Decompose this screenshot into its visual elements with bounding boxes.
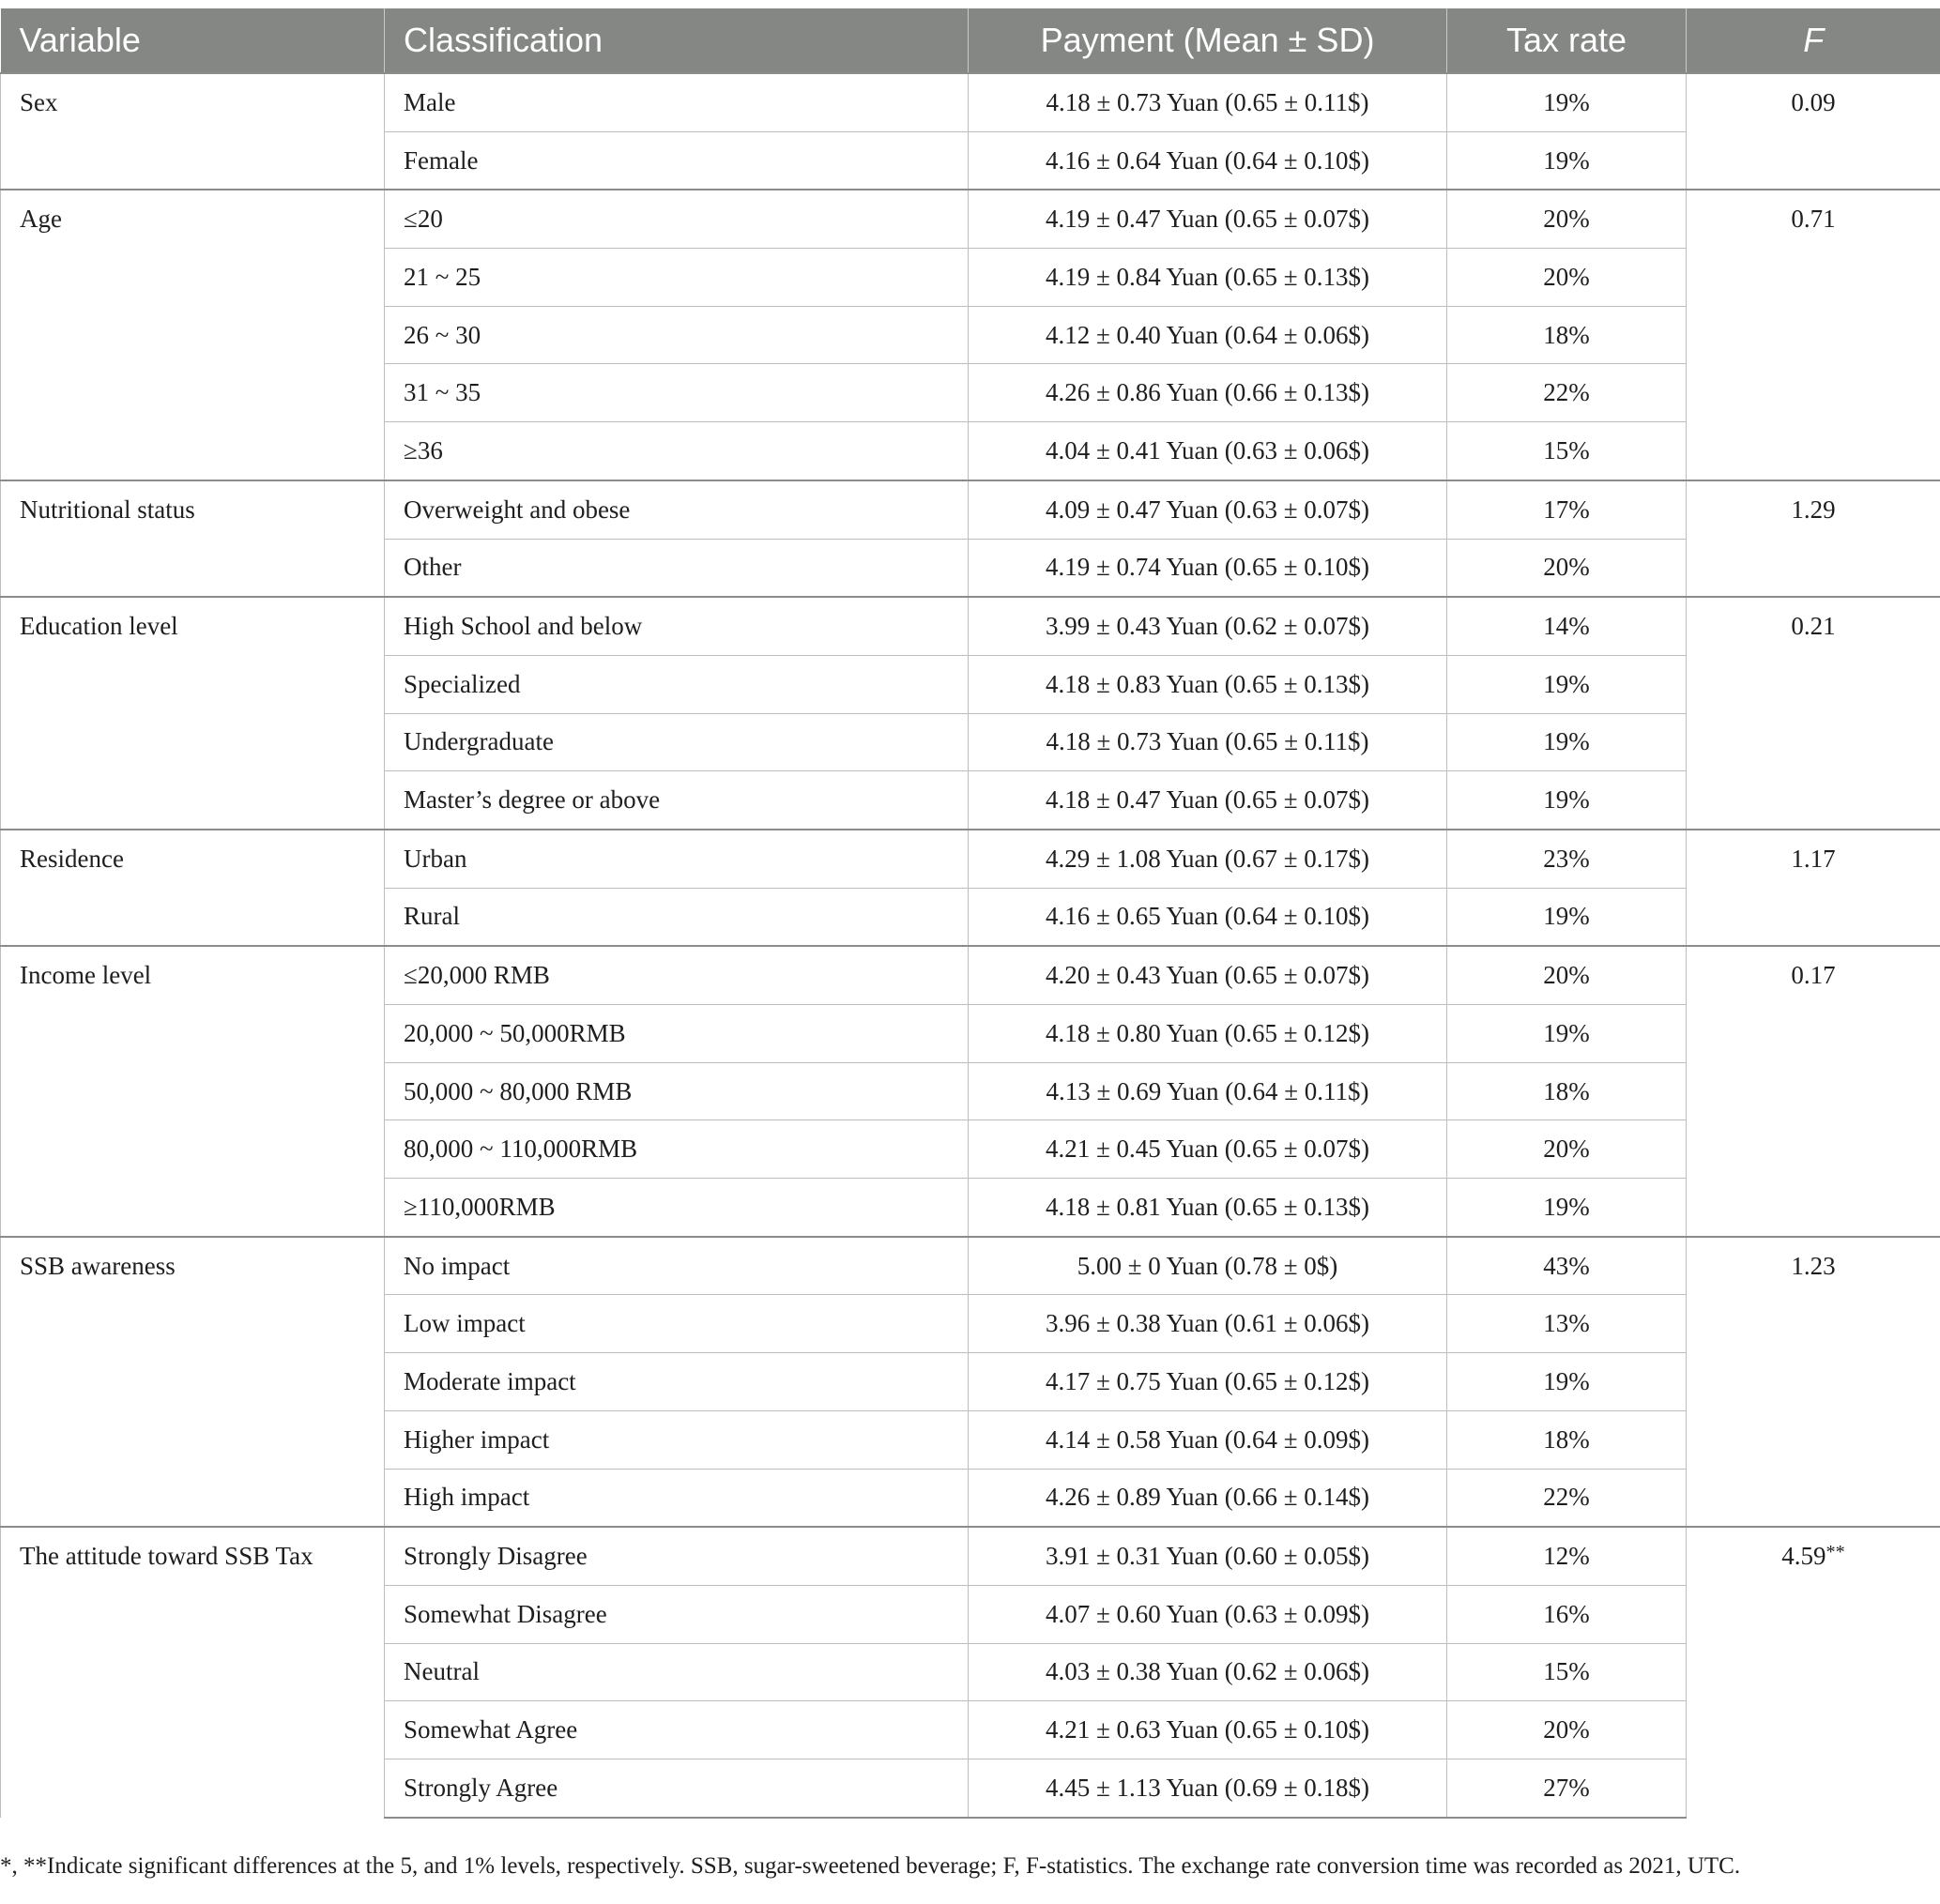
classification-cell: 80,000 ~ 110,000RMB: [385, 1120, 969, 1179]
classification-cell: Overweight and obese: [385, 480, 969, 539]
classification-cell: 21 ~ 25: [385, 249, 969, 307]
header-f-statistic: F: [1687, 8, 1940, 73]
tax-rate-cell: 18%: [1447, 306, 1687, 364]
classification-cell: Low impact: [385, 1295, 969, 1353]
f-statistic-cell: [1687, 946, 1940, 1236]
variable-cell: The attitude toward SSB Tax: [1, 1527, 385, 1817]
f-statistic-cell: [1687, 73, 1940, 190]
payment-cell: 4.14 ± 0.58 Yuan (0.64 ± 0.09$): [969, 1410, 1447, 1469]
payment-cell: 3.96 ± 0.38 Yuan (0.61 ± 0.06$): [969, 1295, 1447, 1353]
classification-cell: Somewhat Disagree: [385, 1585, 969, 1643]
header-variable: Variable: [1, 8, 385, 73]
tax-rate-cell: 17%: [1447, 480, 1687, 539]
payment-cell: 4.20 ± 0.43 Yuan (0.65 ± 0.07$): [969, 946, 1447, 1004]
variable-cell: Age: [1, 190, 385, 480]
classification-cell: High School and below: [385, 597, 969, 655]
classification-cell: 50,000 ~ 80,000 RMB: [385, 1062, 969, 1120]
payment-cell: 4.09 ± 0.47 Yuan (0.63 ± 0.07$): [969, 480, 1447, 539]
classification-cell: ≤20: [385, 190, 969, 248]
classification-cell: High impact: [385, 1469, 969, 1527]
payment-cell: 4.19 ± 0.47 Yuan (0.65 ± 0.07$): [969, 190, 1447, 248]
tax-rate-cell: 20%: [1447, 539, 1687, 597]
classification-cell: Male: [385, 73, 969, 131]
classification-cell: No impact: [385, 1237, 969, 1295]
table-row: [1, 73, 1940, 131]
classification-cell: Urban: [385, 830, 969, 888]
variable-cell: Residence: [1, 830, 385, 946]
classification-cell: Specialized: [385, 655, 969, 713]
tax-rate-cell: 19%: [1447, 131, 1687, 190]
tax-rate-cell: 19%: [1447, 888, 1687, 946]
classification-cell: ≥36: [385, 422, 969, 480]
f-value: 1.17: [1791, 844, 1836, 873]
payment-cell: 4.18 ± 0.80 Yuan (0.65 ± 0.12$): [969, 1005, 1447, 1063]
classification-cell: Moderate impact: [385, 1353, 969, 1411]
data-table-container: [0, 8, 1940, 1819]
f-value: 0.09: [1791, 88, 1836, 116]
classification-cell: Other: [385, 539, 969, 597]
payment-cell: 5.00 ± 0 Yuan (0.78 ± 0$): [969, 1237, 1447, 1295]
payment-cell: 4.17 ± 0.75 Yuan (0.65 ± 0.12$): [969, 1353, 1447, 1411]
f-statistic-cell: [1687, 190, 1940, 480]
f-value: 1.29: [1791, 495, 1836, 524]
variable-cell: Income level: [1, 946, 385, 1236]
payment-cell: 4.18 ± 0.47 Yuan (0.65 ± 0.07$): [969, 771, 1447, 830]
payment-cell: 4.18 ± 0.73 Yuan (0.65 ± 0.11$): [969, 713, 1447, 771]
payment-cell: 3.91 ± 0.31 Yuan (0.60 ± 0.05$): [969, 1527, 1447, 1585]
classification-cell: Somewhat Agree: [385, 1701, 969, 1759]
payment-cell: 4.19 ± 0.74 Yuan (0.65 ± 0.10$): [969, 539, 1447, 597]
tax-rate-cell: 19%: [1447, 1179, 1687, 1237]
header-row: [1, 8, 1940, 73]
tax-rate-cell: 23%: [1447, 830, 1687, 888]
tax-rate-cell: 20%: [1447, 1120, 1687, 1179]
f-value: 4.59: [1781, 1542, 1826, 1571]
tax-rate-cell: 19%: [1447, 73, 1687, 131]
header-payment: Payment (Mean ± SD): [969, 8, 1447, 73]
payment-cell: 4.26 ± 0.89 Yuan (0.66 ± 0.14$): [969, 1469, 1447, 1527]
classification-cell: Neutral: [385, 1643, 969, 1701]
f-value: 1.23: [1791, 1251, 1836, 1280]
tax-rate-cell: 14%: [1447, 597, 1687, 655]
classification-cell: 31 ~ 35: [385, 364, 969, 422]
tax-rate-cell: 16%: [1447, 1585, 1687, 1643]
f-statistic-cell: [1687, 1237, 1940, 1527]
classification-cell: Undergraduate: [385, 713, 969, 771]
payment-cell: 3.99 ± 0.43 Yuan (0.62 ± 0.07$): [969, 597, 1447, 655]
payment-cell: 4.18 ± 0.83 Yuan (0.65 ± 0.13$): [969, 655, 1447, 713]
payment-cell: 4.07 ± 0.60 Yuan (0.63 ± 0.09$): [969, 1585, 1447, 1643]
f-statistic-cell: [1687, 480, 1940, 597]
tax-rate-cell: 43%: [1447, 1237, 1687, 1295]
f-statistic-cell: [1687, 830, 1940, 946]
tax-rate-cell: 18%: [1447, 1410, 1687, 1469]
table-row: [1, 1237, 1940, 1295]
payment-cell: 4.16 ± 0.65 Yuan (0.64 ± 0.10$): [969, 888, 1447, 946]
table-row: [1, 480, 1940, 539]
table-row: [1, 830, 1940, 888]
significance-marker: **: [1825, 1542, 1845, 1563]
classification-cell: Strongly Disagree: [385, 1527, 969, 1585]
table-row: [1, 190, 1940, 248]
payment-cell: 4.12 ± 0.40 Yuan (0.64 ± 0.06$): [969, 306, 1447, 364]
classification-cell: ≥110,000RMB: [385, 1179, 969, 1237]
table-row: [1, 1527, 1940, 1585]
tax-rate-cell: 19%: [1447, 713, 1687, 771]
table-row: [1, 597, 1940, 655]
variable-cell: SSB awareness: [1, 1237, 385, 1527]
payment-cell: 4.13 ± 0.69 Yuan (0.64 ± 0.11$): [969, 1062, 1447, 1120]
tax-rate-cell: 19%: [1447, 771, 1687, 830]
payment-cell: 4.04 ± 0.41 Yuan (0.63 ± 0.06$): [969, 422, 1447, 480]
header-classification: Classification: [385, 8, 969, 73]
classification-cell: 26 ~ 30: [385, 306, 969, 364]
classification-cell: Female: [385, 131, 969, 190]
header-tax-rate: Tax rate: [1447, 8, 1687, 73]
variable-cell: Sex: [1, 73, 385, 190]
f-value: 0.17: [1791, 961, 1836, 990]
table-footnote: *, **Indicate significant differences at the 5, and 1% levels, respectively. SSB, sugar-sweetened beverage; F, F-statistics. The exchange rate conversion time was recorded as 2021, UTC.: [0, 1853, 1741, 1879]
classification-cell: ≤20,000 RMB: [385, 946, 969, 1004]
tax-rate-cell: 22%: [1447, 364, 1687, 422]
tax-rate-cell: 20%: [1447, 249, 1687, 307]
tax-rate-cell: 22%: [1447, 1469, 1687, 1527]
payment-cell: 4.18 ± 0.73 Yuan (0.65 ± 0.11$): [969, 73, 1447, 131]
variable-cell: Education level: [1, 597, 385, 830]
payment-cell: 4.26 ± 0.86 Yuan (0.66 ± 0.13$): [969, 364, 1447, 422]
payment-cell: 4.16 ± 0.64 Yuan (0.64 ± 0.10$): [969, 131, 1447, 190]
table-body: [1, 73, 1940, 1818]
payment-cell: 4.03 ± 0.38 Yuan (0.62 ± 0.06$): [969, 1643, 1447, 1701]
payment-cell: 4.21 ± 0.45 Yuan (0.65 ± 0.07$): [969, 1120, 1447, 1179]
classification-cell: Higher impact: [385, 1410, 969, 1469]
payment-cell: 4.29 ± 1.08 Yuan (0.67 ± 0.17$): [969, 830, 1447, 888]
tax-rate-cell: 19%: [1447, 1353, 1687, 1411]
table-header: [1, 8, 1940, 73]
tax-rate-cell: 15%: [1447, 422, 1687, 480]
tax-rate-cell: 18%: [1447, 1062, 1687, 1120]
f-statistic-cell: [1687, 1527, 1940, 1817]
classification-cell: Master’s degree or above: [385, 771, 969, 830]
tax-rate-cell: 19%: [1447, 655, 1687, 713]
f-value: 0.71: [1791, 205, 1836, 234]
tax-rate-cell: 27%: [1447, 1759, 1687, 1817]
table-row: [1, 946, 1940, 1004]
tax-rate-cell: 20%: [1447, 1701, 1687, 1759]
classification-cell: Rural: [385, 888, 969, 946]
payment-cell: 4.21 ± 0.63 Yuan (0.65 ± 0.10$): [969, 1701, 1447, 1759]
variable-cell: Nutritional status: [1, 480, 385, 597]
f-value: 0.21: [1791, 612, 1836, 641]
payment-cell: 4.19 ± 0.84 Yuan (0.65 ± 0.13$): [969, 249, 1447, 307]
tax-rate-cell: 20%: [1447, 946, 1687, 1004]
tax-rate-cell: 13%: [1447, 1295, 1687, 1353]
tax-rate-cell: 20%: [1447, 190, 1687, 248]
f-statistic-cell: [1687, 597, 1940, 830]
classification-cell: 20,000 ~ 50,000RMB: [385, 1005, 969, 1063]
tax-rate-cell: 19%: [1447, 1005, 1687, 1063]
payment-tax-table: [0, 8, 1940, 1819]
payment-cell: 4.18 ± 0.81 Yuan (0.65 ± 0.13$): [969, 1179, 1447, 1237]
classification-cell: Strongly Agree: [385, 1759, 969, 1817]
tax-rate-cell: 12%: [1447, 1527, 1687, 1585]
payment-cell: 4.45 ± 1.13 Yuan (0.69 ± 0.18$): [969, 1759, 1447, 1817]
tax-rate-cell: 15%: [1447, 1643, 1687, 1701]
